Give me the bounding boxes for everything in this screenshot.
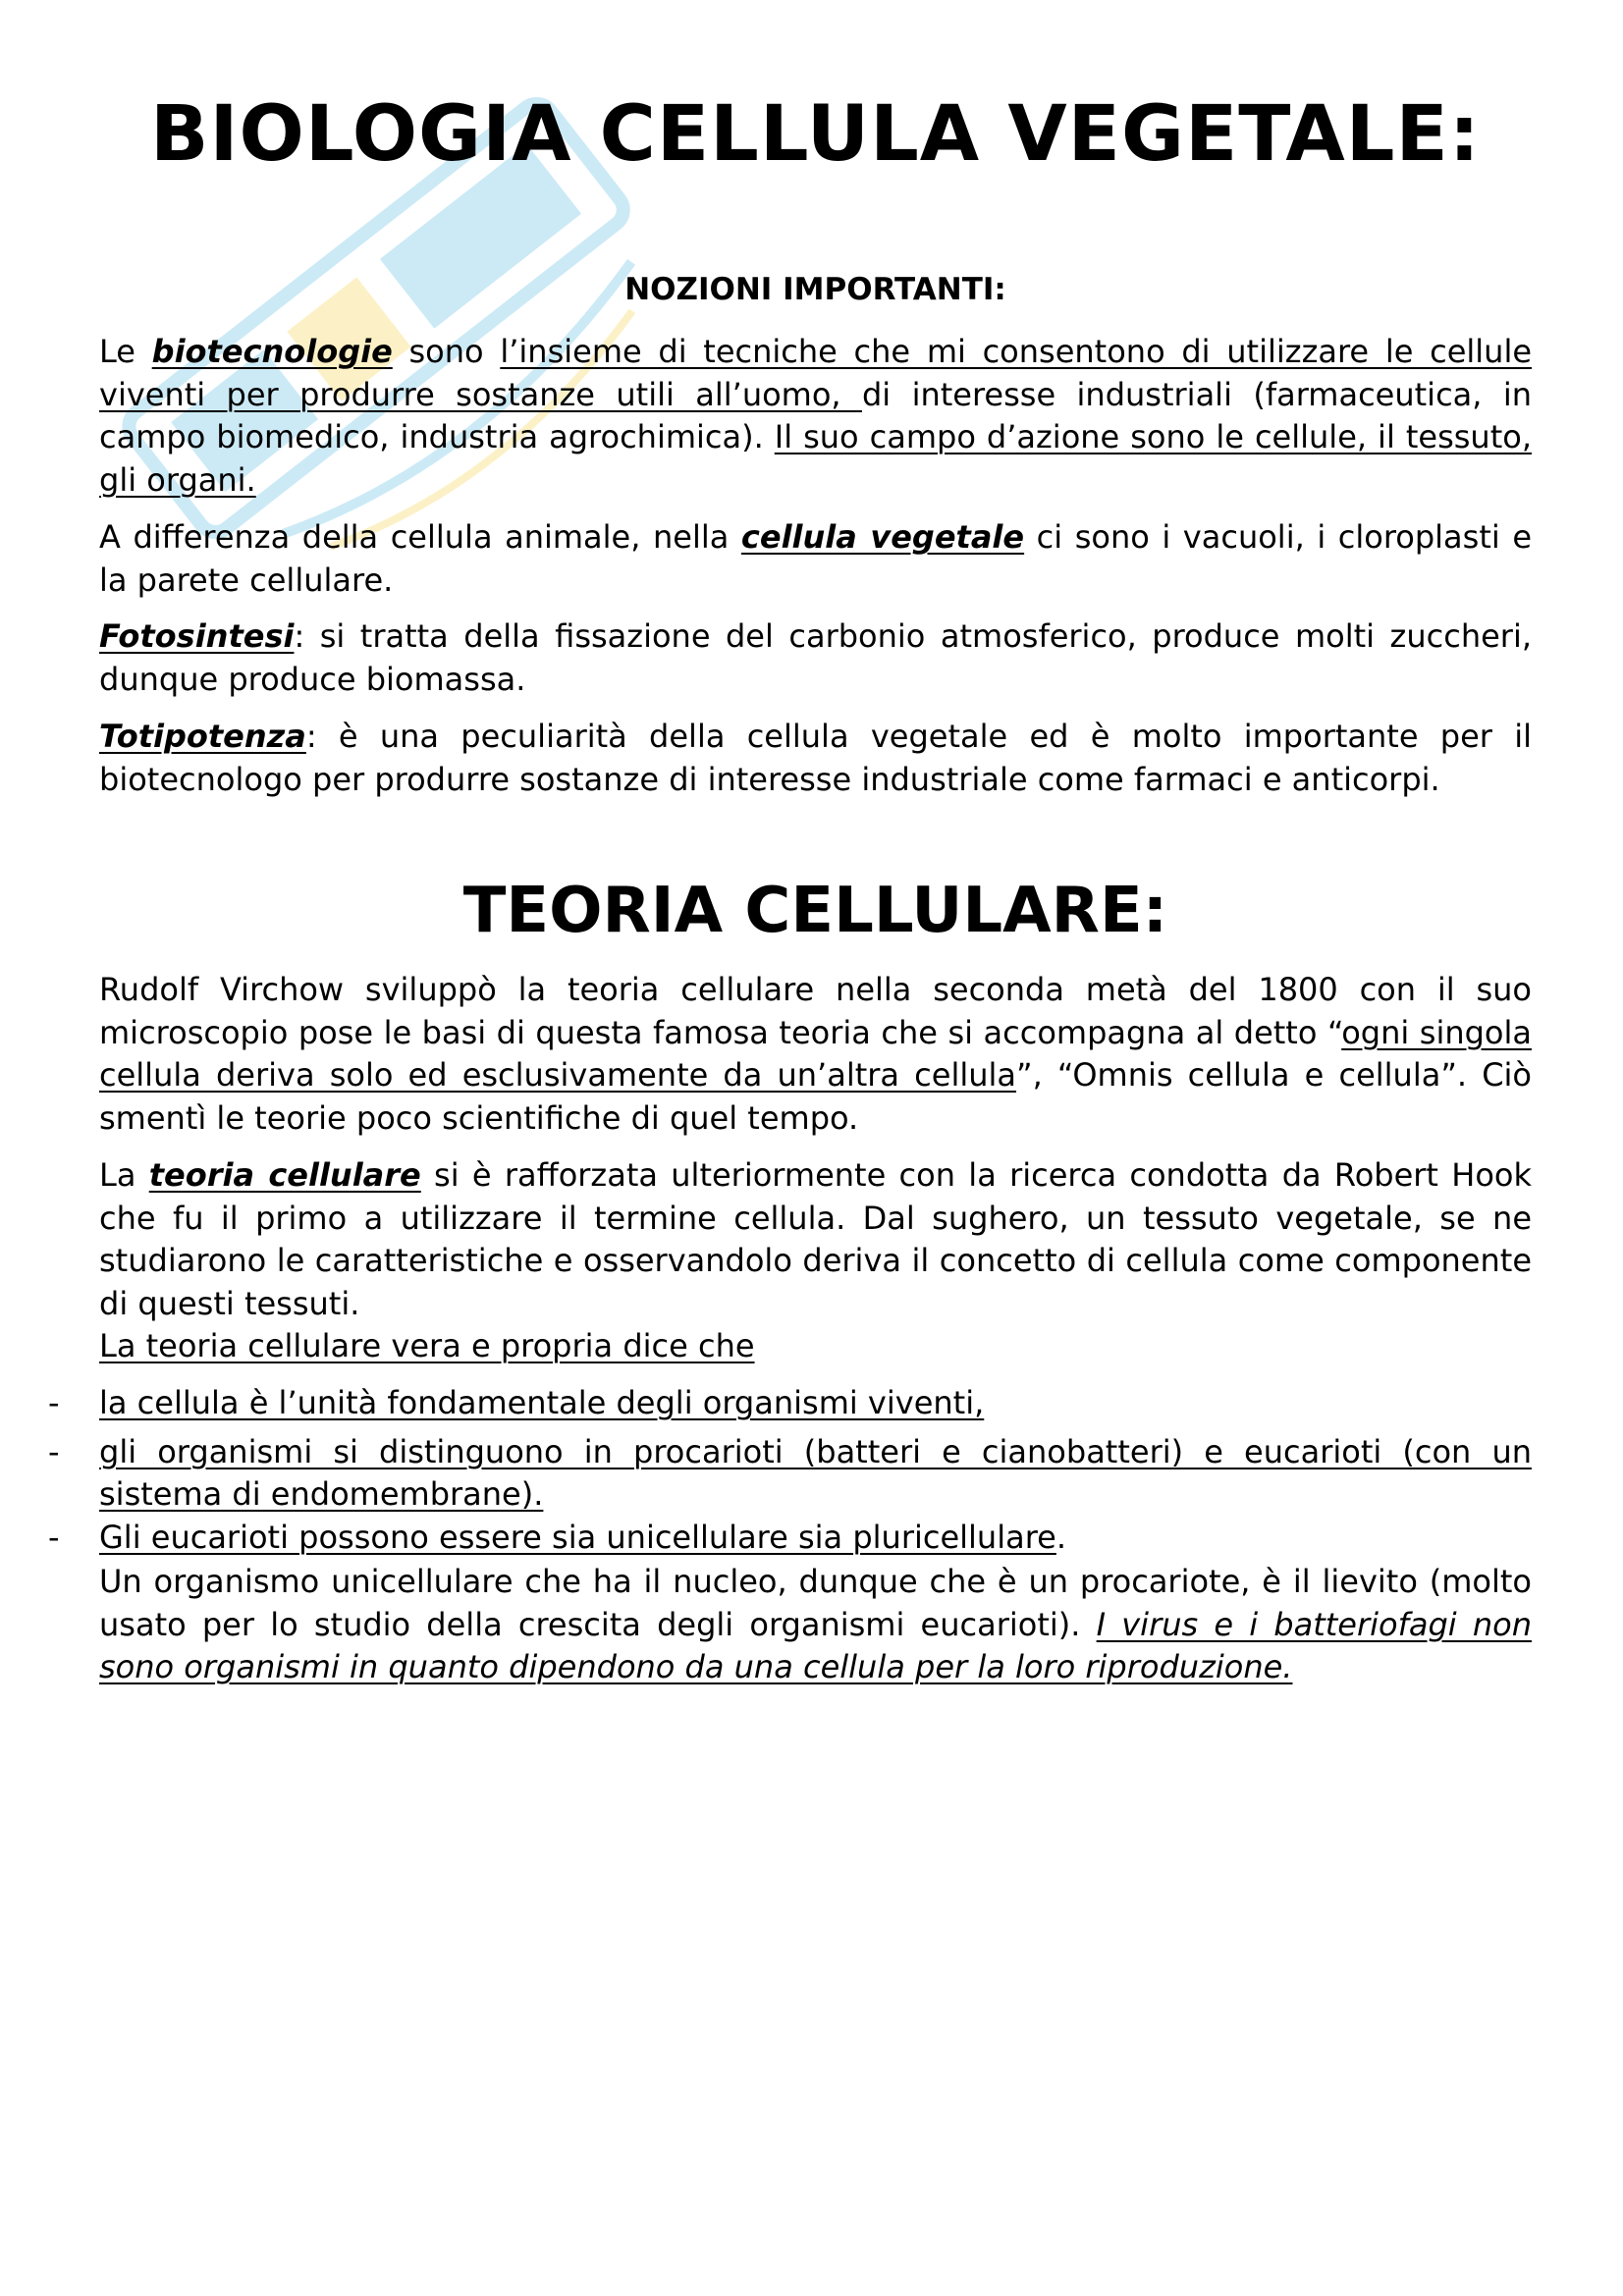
text-run: Le bbox=[99, 333, 152, 370]
underlined-intro: La teoria cellulare vera e propria dice che bbox=[99, 1327, 755, 1364]
paragraph-biotecnologie bbox=[99, 331, 1532, 502]
text-run: ”, “Omnis cellula e cellula”. Ciò smentì le teorie poco scientifiche di quel tempo. bbox=[99, 1056, 1533, 1137]
paragraph-virchow bbox=[99, 969, 1532, 1140]
term-biotecnologie: biotecnologie bbox=[151, 333, 393, 370]
paragraph-totipotenza bbox=[99, 716, 1532, 801]
bullet-text: la cellula è l’unità fondamentale degli organismi viventi, bbox=[99, 1384, 985, 1421]
paragraph-lievito bbox=[99, 1561, 1532, 1689]
underlined-quote: ogni singola cellula deriva solo ed esclusivamente da un’altra cellula bbox=[99, 1013, 1533, 1094]
list-item bbox=[48, 1517, 1532, 1560]
document-title: BIOLOGIA CELLULA VEGETALE: bbox=[150, 90, 1481, 179]
underlined-definition: l’insieme di tecniche che mi consentono di utilizzare le cellule viventi per produrre sostanze utili all’uomo, bbox=[99, 333, 1533, 413]
italic-underlined-virus: I virus e i batteriofagi non sono organismi in quanto dipendono da una cellula per la loro riproduzione. bbox=[99, 1605, 1533, 1685]
section-title-teoria-cellulare: TEORIA CELLULARE: bbox=[462, 875, 1168, 947]
underlined-scope: Il suo campo d’azione sono le cellule, il tessuto, gli organi. bbox=[99, 418, 1532, 499]
text-run: : è una peculiarità della cellula vegetale ed è molto importante per il biotecnologo per produrre sostanze di interesse industriale come farmaci e anticorpi. bbox=[99, 718, 1532, 798]
bullet-list bbox=[48, 1382, 1532, 1565]
bullet-marker: - bbox=[48, 1518, 60, 1556]
text-run: : si tratta della fissazione del carbonio atmosferico, produce molti zuccheri, dunque produce biomassa. bbox=[99, 617, 1532, 698]
paragraph-teoria-cellulare bbox=[99, 1154, 1532, 1368]
text-run: di interesse industriali (farmaceutica, in campo biomedico, industria agrochimica). bbox=[99, 375, 1532, 455]
text-run: sono bbox=[392, 333, 501, 370]
text-run: si è rafforzata ulteriormente con la ricerca condotta da Robert Hook che fu il primo a utilizzare il termine cellula. Dal sughero, un tessuto vegetale, se ne studiarono le caratteristiche e osservandolo deriva il concetto di cellula come componente di questi tessuti. bbox=[99, 1156, 1533, 1322]
paragraph-cellula-vegetale bbox=[99, 516, 1532, 602]
term-fotosintesi: Fotosintesi bbox=[99, 617, 295, 655]
text-run: Un organismo unicellulare che ha il nucleo, dunque che è un procariote, è il lievito (molto usato per lo studio della crescita degli organismi eucarioti). bbox=[99, 1563, 1532, 1643]
bullet-text: gli organismi si distinguono in procarioti (batteri e cianobatteri) e eucarioti (con un sistema di endomembrane). bbox=[99, 1432, 1532, 1513]
list-item bbox=[48, 1382, 1532, 1425]
bullet-marker: - bbox=[48, 1432, 60, 1470]
section-heading-nozioni: NOZIONI IMPORTANTI: bbox=[624, 272, 1006, 307]
text-run: ci sono i vacuoli, i cloroplasti e la parete cellulare. bbox=[99, 518, 1533, 599]
term-teoria-cellulare: teoria cellulare bbox=[148, 1156, 421, 1194]
bullet-tail: . bbox=[1055, 1518, 1067, 1556]
bullet-marker: - bbox=[48, 1384, 60, 1421]
list-item bbox=[48, 1431, 1532, 1517]
term-totipotenza: Totipotenza bbox=[99, 718, 306, 755]
term-cellula-vegetale: cellula vegetale bbox=[740, 518, 1025, 556]
paragraph-fotosintesi bbox=[99, 615, 1532, 701]
text-run: A differenza della cellula animale, nella bbox=[99, 518, 741, 556]
text-run: Rudolf Virchow sviluppò la teoria cellulare nella seconda metà del 1800 con il suo microscopio pose le basi di questa famosa teoria che si accompagna al detto “ bbox=[99, 971, 1532, 1051]
bullet-text: Gli eucarioti possono essere sia unicellulare sia pluricellulare bbox=[99, 1518, 1056, 1556]
text-run: La bbox=[99, 1156, 149, 1194]
